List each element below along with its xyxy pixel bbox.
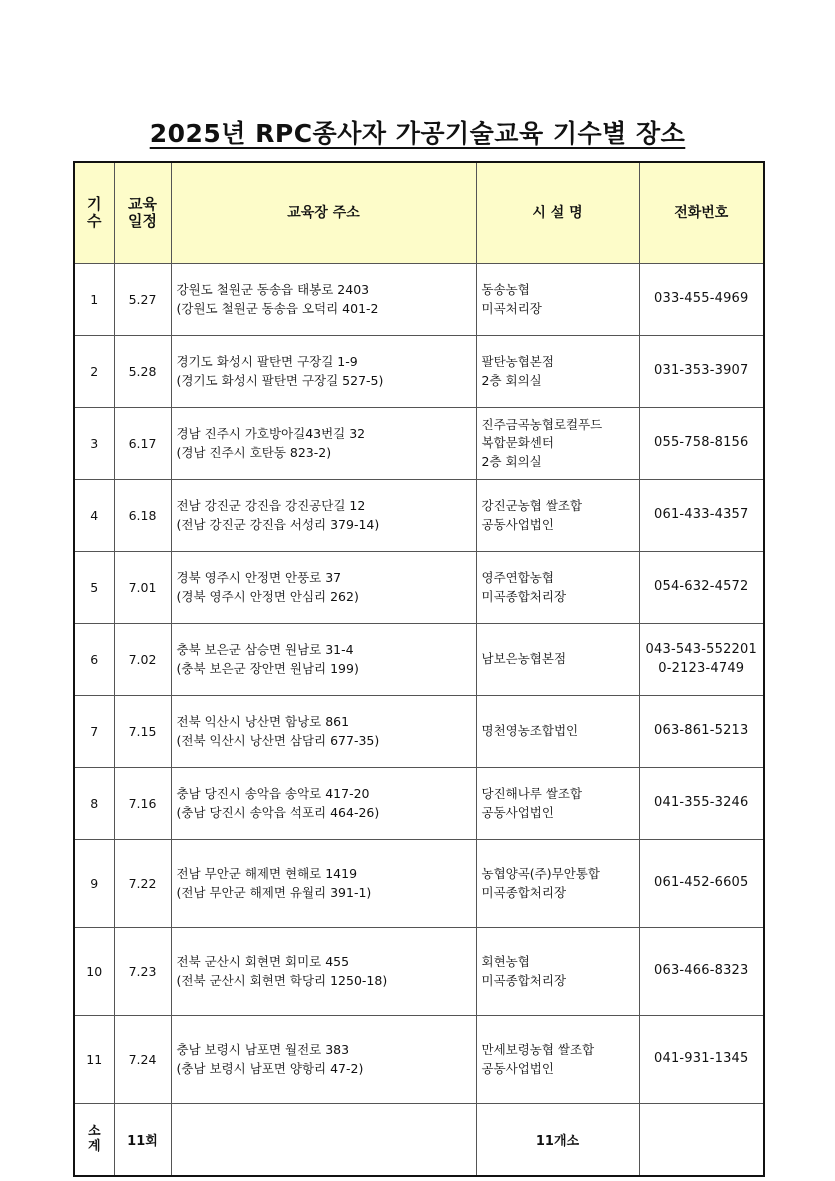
header-row — [74, 162, 764, 264]
facility-line: 공동사업법인 — [481, 1060, 554, 1076]
table-row — [74, 336, 764, 408]
road-address: 전북 익산시 낭산면 함낭로 861 — [176, 714, 350, 730]
facility-line: 명천영농조합법인 — [481, 723, 579, 739]
phone-line: 041-355-3246 — [654, 795, 749, 811]
phone-cell — [639, 696, 764, 768]
address-cell — [171, 840, 476, 928]
facility-cell — [476, 624, 639, 696]
date-cell: 7.22 — [114, 840, 171, 928]
header-facility: 시 설 명 — [476, 162, 639, 264]
facility-line: 만세보령농협 쌀조합 — [481, 1042, 595, 1058]
facility-line: 팔탄농협본점 — [481, 354, 554, 370]
facility-cell — [476, 768, 639, 840]
session-no-cell: 8 — [74, 768, 114, 840]
date-cell: 5.27 — [114, 264, 171, 336]
facility-cell — [476, 480, 639, 552]
date-cell: 7.24 — [114, 1016, 171, 1104]
lot-address: (전남 무안군 해제면 유월리 391-1) — [176, 884, 372, 900]
session-no-cell: 10 — [74, 928, 114, 1016]
phone-cell — [639, 928, 764, 1016]
phone-line: 0-2123-4749 — [658, 660, 745, 676]
date-cell: 7.23 — [114, 928, 171, 1016]
road-address: 충북 보은군 삼승면 원남로 31-4 — [176, 642, 354, 658]
road-address: 경기도 화성시 팔탄면 구장길 1-9 — [176, 354, 358, 370]
facility-line: 공동사업법인 — [481, 516, 554, 532]
date-cell: 6.17 — [114, 408, 171, 480]
session-no-cell: 6 — [74, 624, 114, 696]
facility-line: 남보은농협본점 — [481, 651, 567, 667]
table-row — [74, 696, 764, 768]
header-address: 교육장 주소 — [171, 162, 476, 264]
session-no-cell: 4 — [74, 480, 114, 552]
address-cell — [171, 1016, 476, 1104]
lot-address: (경북 영주시 안정면 안심리 262) — [176, 588, 359, 604]
lot-address: (강원도 철원군 동송읍 오덕리 401-2 — [176, 300, 379, 316]
lot-address: (경남 진주시 호탄동 823-2) — [176, 444, 332, 460]
table-row — [74, 624, 764, 696]
header-session-no: 기수 — [74, 162, 114, 264]
facility-cell — [476, 1016, 639, 1104]
phone-cell — [639, 840, 764, 928]
road-address: 전남 무안군 해제면 현해로 1419 — [176, 866, 358, 882]
address-cell — [171, 696, 476, 768]
session-no-cell: 3 — [74, 408, 114, 480]
facility-cell — [476, 840, 639, 928]
road-address: 충남 보령시 남포면 월전로 383 — [176, 1042, 350, 1058]
facility-line: 농협양곡(주)무안통합 — [481, 866, 600, 882]
phone-line: 031-353-3907 — [654, 363, 749, 379]
lot-address: (전북 군산시 회현면 학당리 1250-18) — [176, 972, 388, 988]
total-facilities: 11개소 — [476, 1104, 639, 1177]
header-phone: 전화번호 — [639, 162, 764, 264]
address-cell — [171, 264, 476, 336]
lot-address: (충북 보은군 장안면 원남리 199) — [176, 660, 359, 676]
facility-line: 강진군농협 쌀조합 — [481, 498, 583, 514]
facility-line: 미곡종합처리장 — [481, 588, 567, 604]
table-row — [74, 840, 764, 928]
phone-line: 041-931-1345 — [654, 1051, 749, 1067]
facility-cell — [476, 696, 639, 768]
facility-line: 복합문화센터 — [481, 435, 554, 451]
road-address: 전남 강진군 강진읍 강진공단길 12 — [176, 498, 366, 514]
total-empty — [171, 1104, 476, 1177]
session-no-cell: 1 — [74, 264, 114, 336]
facility-line: 미곡종합처리장 — [481, 884, 567, 900]
session-no-cell: 7 — [74, 696, 114, 768]
phone-cell — [639, 480, 764, 552]
total-empty-phone — [639, 1104, 764, 1177]
address-cell — [171, 768, 476, 840]
phone-line: 055-758-8156 — [654, 435, 749, 451]
facility-cell — [476, 552, 639, 624]
phone-cell — [639, 768, 764, 840]
road-address: 충남 당진시 송악읍 송악로 417-20 — [176, 786, 370, 802]
total-row — [74, 1104, 764, 1177]
lot-address: (전북 익산시 낭산면 삼담리 677-35) — [176, 732, 380, 748]
phone-line: 033-455-4969 — [654, 291, 749, 307]
table-row — [74, 408, 764, 480]
facility-cell — [476, 264, 639, 336]
header-date-text: 교육 일정 — [128, 194, 157, 230]
table-row — [74, 768, 764, 840]
address-cell — [171, 928, 476, 1016]
session-no-cell: 2 — [74, 336, 114, 408]
address-cell — [171, 336, 476, 408]
facility-line: 미곡처리장 — [481, 300, 542, 316]
phone-line: 061-433-4357 — [654, 507, 749, 523]
facility-line: 영주연합농협 — [481, 570, 554, 586]
page-title: 2025년 RPC종사자 가공기술교육 기수별 장소 — [149, 119, 686, 148]
phone-line: 063-466-8323 — [654, 963, 749, 979]
phone-cell — [639, 552, 764, 624]
facility-line: 회현농협 — [481, 954, 530, 970]
table-row — [74, 264, 764, 336]
address-cell — [171, 480, 476, 552]
facility-line: 미곡종합처리장 — [481, 972, 567, 988]
total-sessions: 11회 — [114, 1104, 171, 1177]
lot-address: (전남 강진군 강진읍 서성리 379-14) — [176, 516, 380, 532]
total-label: 소계 — [74, 1104, 114, 1177]
lot-address: (경기도 화성시 팔탄면 구장길 527-5) — [176, 372, 384, 388]
date-cell: 7.16 — [114, 768, 171, 840]
road-address: 전북 군산시 회현면 회미로 455 — [176, 954, 350, 970]
road-address: 강원도 철원군 동송읍 태봉로 2403 — [176, 282, 370, 298]
facility-line: 동송농협 — [481, 282, 530, 298]
table-row — [74, 480, 764, 552]
schedule-table — [73, 161, 765, 1177]
road-address: 경남 진주시 가호방아길43번길 32 — [176, 426, 366, 442]
facility-line: 2층 회의실 — [481, 372, 542, 388]
session-no-cell: 9 — [74, 840, 114, 928]
facility-cell — [476, 336, 639, 408]
phone-line: 054-632-4572 — [654, 579, 749, 595]
date-cell: 7.02 — [114, 624, 171, 696]
address-cell — [171, 552, 476, 624]
facility-line: 2층 회의실 — [481, 453, 542, 469]
phone-cell — [639, 1016, 764, 1104]
date-cell: 7.01 — [114, 552, 171, 624]
facility-line: 진주금곡농협로컬푸드 — [481, 417, 603, 433]
lot-address: (충남 당진시 송악읍 석포리 464-26) — [176, 804, 380, 820]
address-cell — [171, 408, 476, 480]
address-cell — [171, 624, 476, 696]
session-no-cell: 5 — [74, 552, 114, 624]
facility-cell — [476, 408, 639, 480]
phone-cell — [639, 408, 764, 480]
facility-line: 당진해나루 쌀조합 — [481, 786, 583, 802]
phone-line: 043-543-552201 — [645, 642, 757, 658]
phone-line: 063-861-5213 — [654, 723, 749, 739]
date-cell: 6.18 — [114, 480, 171, 552]
lot-address: (충남 보령시 남포면 양항리 47-2) — [176, 1060, 364, 1076]
session-no-cell: 11 — [74, 1016, 114, 1104]
phone-cell — [639, 336, 764, 408]
phone-line: 061-452-6605 — [654, 875, 749, 891]
table-row — [74, 552, 764, 624]
phone-cell — [639, 264, 764, 336]
date-cell: 5.28 — [114, 336, 171, 408]
facility-cell — [476, 928, 639, 1016]
phone-cell — [639, 624, 764, 696]
table-row — [74, 1016, 764, 1104]
header-date — [114, 162, 171, 264]
road-address: 경북 영주시 안정면 안풍로 37 — [176, 570, 342, 586]
date-cell: 7.15 — [114, 696, 171, 768]
table-row — [74, 928, 764, 1016]
facility-line: 공동사업법인 — [481, 804, 554, 820]
